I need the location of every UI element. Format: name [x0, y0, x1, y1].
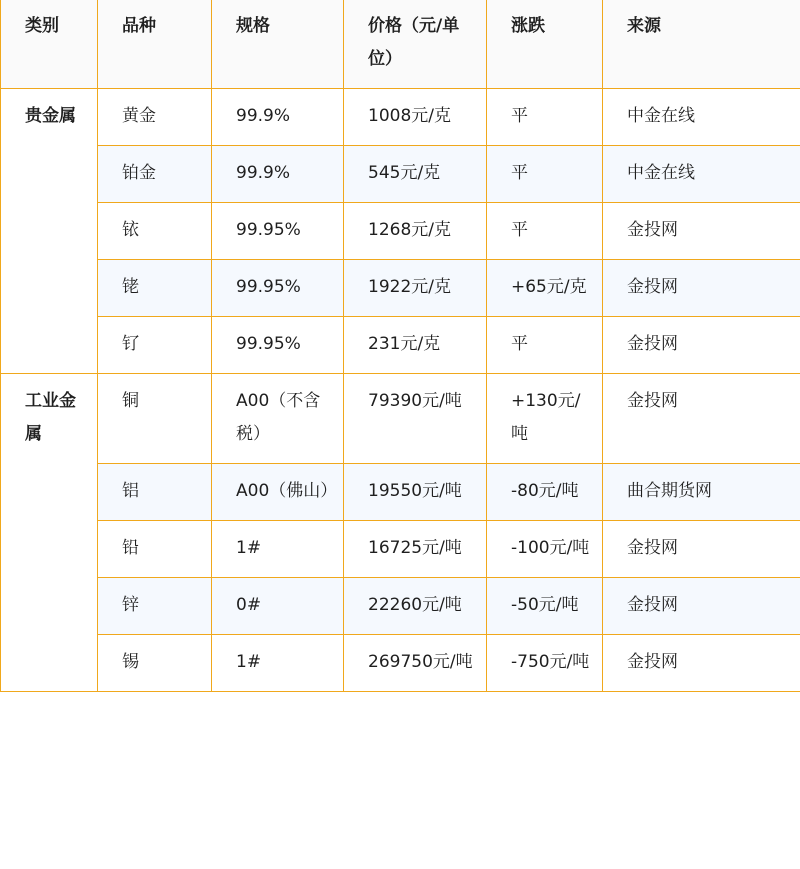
price-cell: 19550元/吨 — [344, 464, 487, 521]
change-cell: -50元/吨 — [487, 578, 603, 635]
header-category: 类别 — [1, 0, 98, 89]
table-row — [1, 203, 800, 260]
variety-cell: 钌 — [98, 317, 212, 374]
category-cell — [1, 89, 98, 374]
price-cell: 269750元/吨 — [344, 635, 487, 692]
price-cell: 545元/克 — [344, 146, 487, 203]
category-cell — [1, 374, 98, 692]
header-change: 涨跌 — [487, 0, 603, 89]
spec-cell: 99.9% — [212, 146, 344, 203]
table-row — [1, 578, 800, 635]
table-row — [1, 317, 800, 374]
change-cell: 平 — [487, 317, 603, 374]
variety-cell: 铝 — [98, 464, 212, 521]
source-cell: 金投网 — [603, 203, 800, 260]
spec-cell: A00（不含税） — [212, 374, 344, 464]
spec-cell: 99.95% — [212, 203, 344, 260]
spec-cell: 99.95% — [212, 260, 344, 317]
price-cell: 1922元/克 — [344, 260, 487, 317]
source-cell: 中金在线 — [603, 146, 800, 203]
change-cell: -100元/吨 — [487, 521, 603, 578]
price-cell: 16725元/吨 — [344, 521, 487, 578]
change-cell: 平 — [487, 146, 603, 203]
price-cell: 231元/克 — [344, 317, 487, 374]
source-cell: 金投网 — [603, 521, 800, 578]
table-row — [1, 146, 800, 203]
variety-cell: 锡 — [98, 635, 212, 692]
change-cell: -80元/吨 — [487, 464, 603, 521]
header-variety: 品种 — [98, 0, 212, 89]
spec-cell: A00（佛山） — [212, 464, 344, 521]
source-cell: 中金在线 — [603, 89, 800, 146]
table-row — [1, 521, 800, 578]
source-cell: 金投网 — [603, 374, 800, 464]
spec-cell: 99.9% — [212, 89, 344, 146]
spec-cell: 99.95% — [212, 317, 344, 374]
header-source: 来源 — [603, 0, 800, 89]
category-label: 工业金属 — [25, 391, 76, 444]
source-cell: 金投网 — [603, 578, 800, 635]
table-row — [1, 89, 800, 146]
category-label: 贵金属 — [25, 106, 76, 126]
change-cell: +130元/吨 — [487, 374, 603, 464]
variety-cell: 铅 — [98, 521, 212, 578]
header-price: 价格（元/单位） — [344, 0, 487, 89]
change-cell: 平 — [487, 203, 603, 260]
change-cell: 平 — [487, 89, 603, 146]
change-cell: -750元/吨 — [487, 635, 603, 692]
variety-cell: 黄金 — [98, 89, 212, 146]
price-cell: 1268元/克 — [344, 203, 487, 260]
price-cell: 22260元/吨 — [344, 578, 487, 635]
source-cell: 金投网 — [603, 317, 800, 374]
spec-cell: 1# — [212, 635, 344, 692]
header-spec: 规格 — [212, 0, 344, 89]
change-cell: +65元/克 — [487, 260, 603, 317]
table-row — [1, 635, 800, 692]
source-cell: 金投网 — [603, 260, 800, 317]
spec-cell: 0# — [212, 578, 344, 635]
variety-cell: 铱 — [98, 203, 212, 260]
table-row — [1, 464, 800, 521]
variety-cell: 铑 — [98, 260, 212, 317]
source-cell: 金投网 — [603, 635, 800, 692]
table-header-row — [1, 0, 800, 89]
source-cell: 曲合期货网 — [603, 464, 800, 521]
table-row — [1, 374, 800, 464]
variety-cell: 铂金 — [98, 146, 212, 203]
price-cell: 1008元/克 — [344, 89, 487, 146]
spec-cell: 1# — [212, 521, 344, 578]
table-row — [1, 260, 800, 317]
variety-cell: 锌 — [98, 578, 212, 635]
variety-cell: 铜 — [98, 374, 212, 464]
price-cell: 79390元/吨 — [344, 374, 487, 464]
